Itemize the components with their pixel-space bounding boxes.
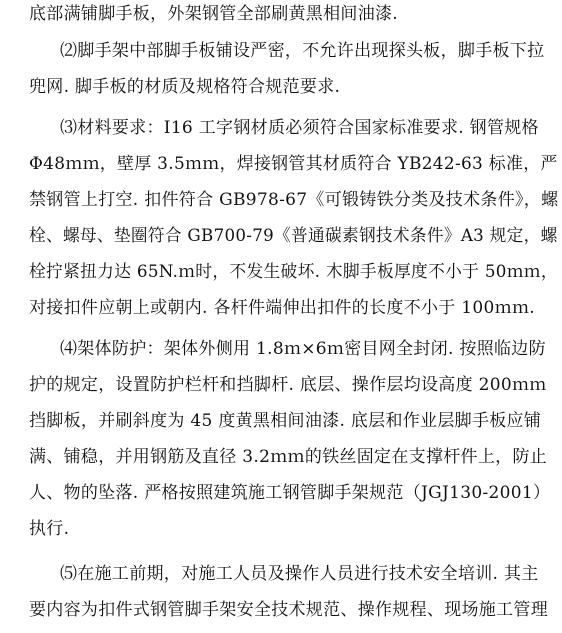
paragraph-line-3: 兜网. 脚手板的材质及规格符合规范要求.	[29, 77, 341, 97]
paragraph-line-14: 人、物的坠落. 严格按照建筑施工钢管脚手架规范（JGJ130-2001）	[29, 483, 551, 503]
paragraph-line-17: 要内容为扣件式钢管脚手架安全技术规范、操作规程、现场施工管理	[29, 600, 548, 620]
paragraph-line-9: 对接扣件应朝上或朝内. 各杆件端伸出扣件的长度不小于 100ｍｍ.	[29, 298, 535, 318]
paragraph-line-2: ⑵脚手架中部脚手板铺设严密，不允许出现探头板，脚手板下拉	[60, 41, 545, 61]
paragraph-line-5: Φ48ｍｍ，壁厚 3.5ｍｍ，焊接钢管其材质符合 YB242-63 标准，严	[29, 154, 558, 174]
paragraph-line-12: 挡脚板，并刷斜度为 45 度黄黑相间油漆. 底层和作业层脚手板应铺	[29, 411, 542, 431]
paragraph-line-7: 栓、螺母、垫圈符合 GB700-79《普通碳素钢技术条件》A3 规定，螺	[29, 226, 558, 246]
paragraph-line-6: 禁钢管上打空. 扣件符合 GB978-67《可锻铸铁分类及技术条件》，螺	[29, 190, 559, 210]
paragraph-line-10: ⑷架体防护：架体外侧用 1.8ｍ×6ｍ密目网全封闭. 按照临边防	[60, 339, 546, 359]
paragraph-line-13: 满、铺稳，并用钢筋及直径 3.2ｍｍ的铁丝固定在支撑杆件上，防止	[29, 447, 548, 467]
paragraph-line-16: ⑸在施工前期，对施工人员及操作人员进行技术安全培训. 其主	[60, 564, 539, 584]
paragraph-line-1: 底部满铺脚手板，外架钢管全部刷黄黑相间油漆.	[29, 4, 399, 24]
paragraph-line-11: 护的规定，设置防护栏杆和挡脚杆. 底层、操作层均设高度 200ｍｍ	[29, 375, 547, 395]
paragraph-line-8: 栓拧紧扭力达 65N.ｍ时，不发生破坏. 木脚手板厚度不小于 50ｍｍ，	[29, 262, 558, 282]
paragraph-line-15: 执行.	[29, 519, 70, 539]
paragraph-line-4: ⑶材料要求：I16 工字钢材质必须符合国家标准要求. 钢管规格	[60, 118, 539, 138]
